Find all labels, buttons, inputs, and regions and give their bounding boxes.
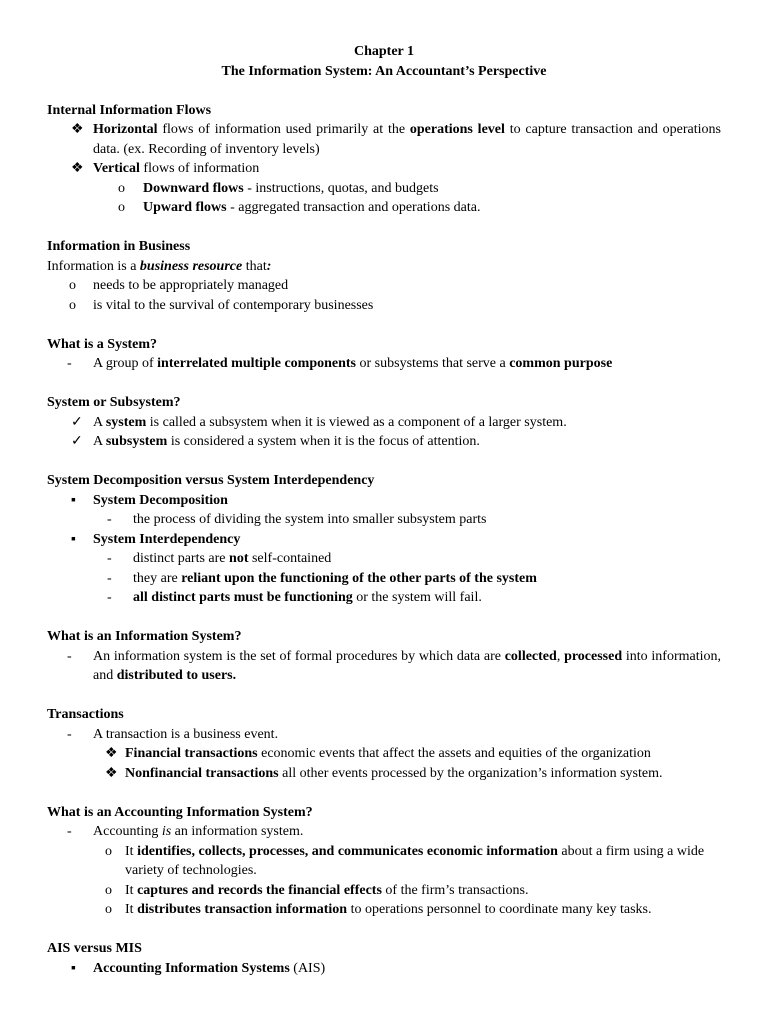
circle-bullet-icon: o xyxy=(118,180,125,196)
intro-text: Information is a business resource that: xyxy=(47,258,272,274)
circle-bullet-icon: o xyxy=(69,297,76,313)
diamond-bullet-icon: ❖ xyxy=(71,161,84,176)
list-item: - they are reliant upon the functioning of the other parts of the system xyxy=(47,569,721,589)
section-heading: Transactions xyxy=(47,707,124,722)
dash-bullet-icon: - xyxy=(67,648,72,664)
list-item: ❖ Financial transactions economic events that affect the assets and equities of the organization xyxy=(47,744,721,764)
section-what-is-information-system xyxy=(47,627,721,686)
list-item: ▪ System Interdependency xyxy=(47,530,721,550)
circle-bullet-icon: o xyxy=(105,843,112,859)
diamond-bullet-icon: ❖ xyxy=(105,765,118,781)
dash-bullet-icon: - xyxy=(107,590,112,605)
circle-bullet-icon: o xyxy=(118,200,125,215)
list-item: ✓ A system is called a subsystem when it is viewed as a component of a larger system. xyxy=(47,413,721,433)
checkmark-icon: ✓ xyxy=(71,414,83,430)
section-decomposition xyxy=(47,471,721,608)
square-bullet-icon: ▪ xyxy=(71,960,76,976)
section-what-is-ais xyxy=(47,803,721,920)
list-item: ✓ A subsystem is considered a system when it is the focus of attention. xyxy=(47,432,721,452)
section-information-in-business xyxy=(47,237,721,315)
dash-bullet-icon: - xyxy=(67,824,72,839)
section-transactions xyxy=(47,705,721,783)
section-heading: Information in Business xyxy=(47,239,191,254)
list-item: - the process of dividing the system into smaller subsystem parts xyxy=(47,510,721,530)
square-bullet-icon: ▪ xyxy=(71,492,76,508)
section-heading: What is an Information System? xyxy=(47,629,242,644)
circle-bullet-icon: o xyxy=(105,902,112,917)
section-heading: System or Subsystem? xyxy=(47,395,181,410)
list-item: ▪ Accounting Information Systems (AIS) xyxy=(47,959,721,979)
list-item: o Upward flows - aggregated transaction and operations data. xyxy=(47,198,721,218)
chapter-title: The Information System: An Accountant’s Perspective xyxy=(221,63,547,79)
section-what-is-system xyxy=(47,335,721,374)
list-item: - An information system is the set of formal procedures by which data are collected, processed into information, and distributed to users. xyxy=(67,648,721,683)
circle-bullet-icon: o xyxy=(69,278,76,293)
dash-bullet-icon: - xyxy=(107,512,112,527)
list-item: ▪ System Decomposition xyxy=(47,491,721,511)
list-item: - all distinct parts must be functioning or the system will fail. xyxy=(47,588,721,608)
list-item: o It captures and records the financial effects of the firm’s transactions. xyxy=(47,881,721,901)
checkmark-icon: ✓ xyxy=(71,434,83,449)
section-heading: AIS versus MIS xyxy=(47,941,142,956)
section-heading: Internal Information Flows xyxy=(47,102,212,118)
chapter-heading: Chapter 1 xyxy=(353,44,415,59)
circle-bullet-icon: o xyxy=(105,882,112,898)
diamond-bullet-icon: ❖ xyxy=(71,122,84,137)
dash-bullet-icon: - xyxy=(107,570,112,586)
diamond-bullet-icon: ❖ xyxy=(105,746,118,761)
section-heading: What is an Accounting Information System? xyxy=(47,804,313,820)
section-system-or-subsystem xyxy=(47,393,721,452)
list-item: ❖ Vertical flows of information xyxy=(47,159,721,179)
square-bullet-icon: ▪ xyxy=(71,531,76,547)
list-item: o needs to be appropriately managed xyxy=(47,276,721,296)
section-ais-vs-mis xyxy=(47,939,721,978)
list-item: o It identifies, collects, processes, and communicates economic information about a firm using a wide variety of technologies. xyxy=(105,843,705,878)
list-item: ❖ Nonfinancial transactions all other events processed by the organization’s information system. xyxy=(47,764,721,784)
list-item: o is vital to the survival of contemporary businesses xyxy=(47,296,721,316)
list-item: ❖ Horizontal flows of information used primarily at the operations level to capture transaction and operations data. (ex. Recording of inventory levels) xyxy=(71,122,721,157)
list-item: - A transaction is a business event. xyxy=(47,725,721,745)
dash-bullet-icon: - xyxy=(67,356,72,371)
dash-bullet-icon: - xyxy=(107,551,112,566)
dash-bullet-icon: - xyxy=(67,726,72,742)
list-item: o It distributes transaction information to operations personnel to coordinate many key tasks. xyxy=(47,900,721,920)
list-item: - distinct parts are not self-contained xyxy=(47,549,721,569)
section-internal-flows xyxy=(47,101,721,218)
section-heading: What is a System? xyxy=(47,336,158,352)
list-item: o Downward flows - instructions, quotas, and budgets xyxy=(47,179,721,199)
section-heading: System Decomposition versus System Interdependency xyxy=(47,473,375,488)
list-item: - Accounting is an information system. xyxy=(47,822,721,842)
list-item: - A group of interrelated multiple components or subsystems that serve a common purpose xyxy=(47,354,721,374)
